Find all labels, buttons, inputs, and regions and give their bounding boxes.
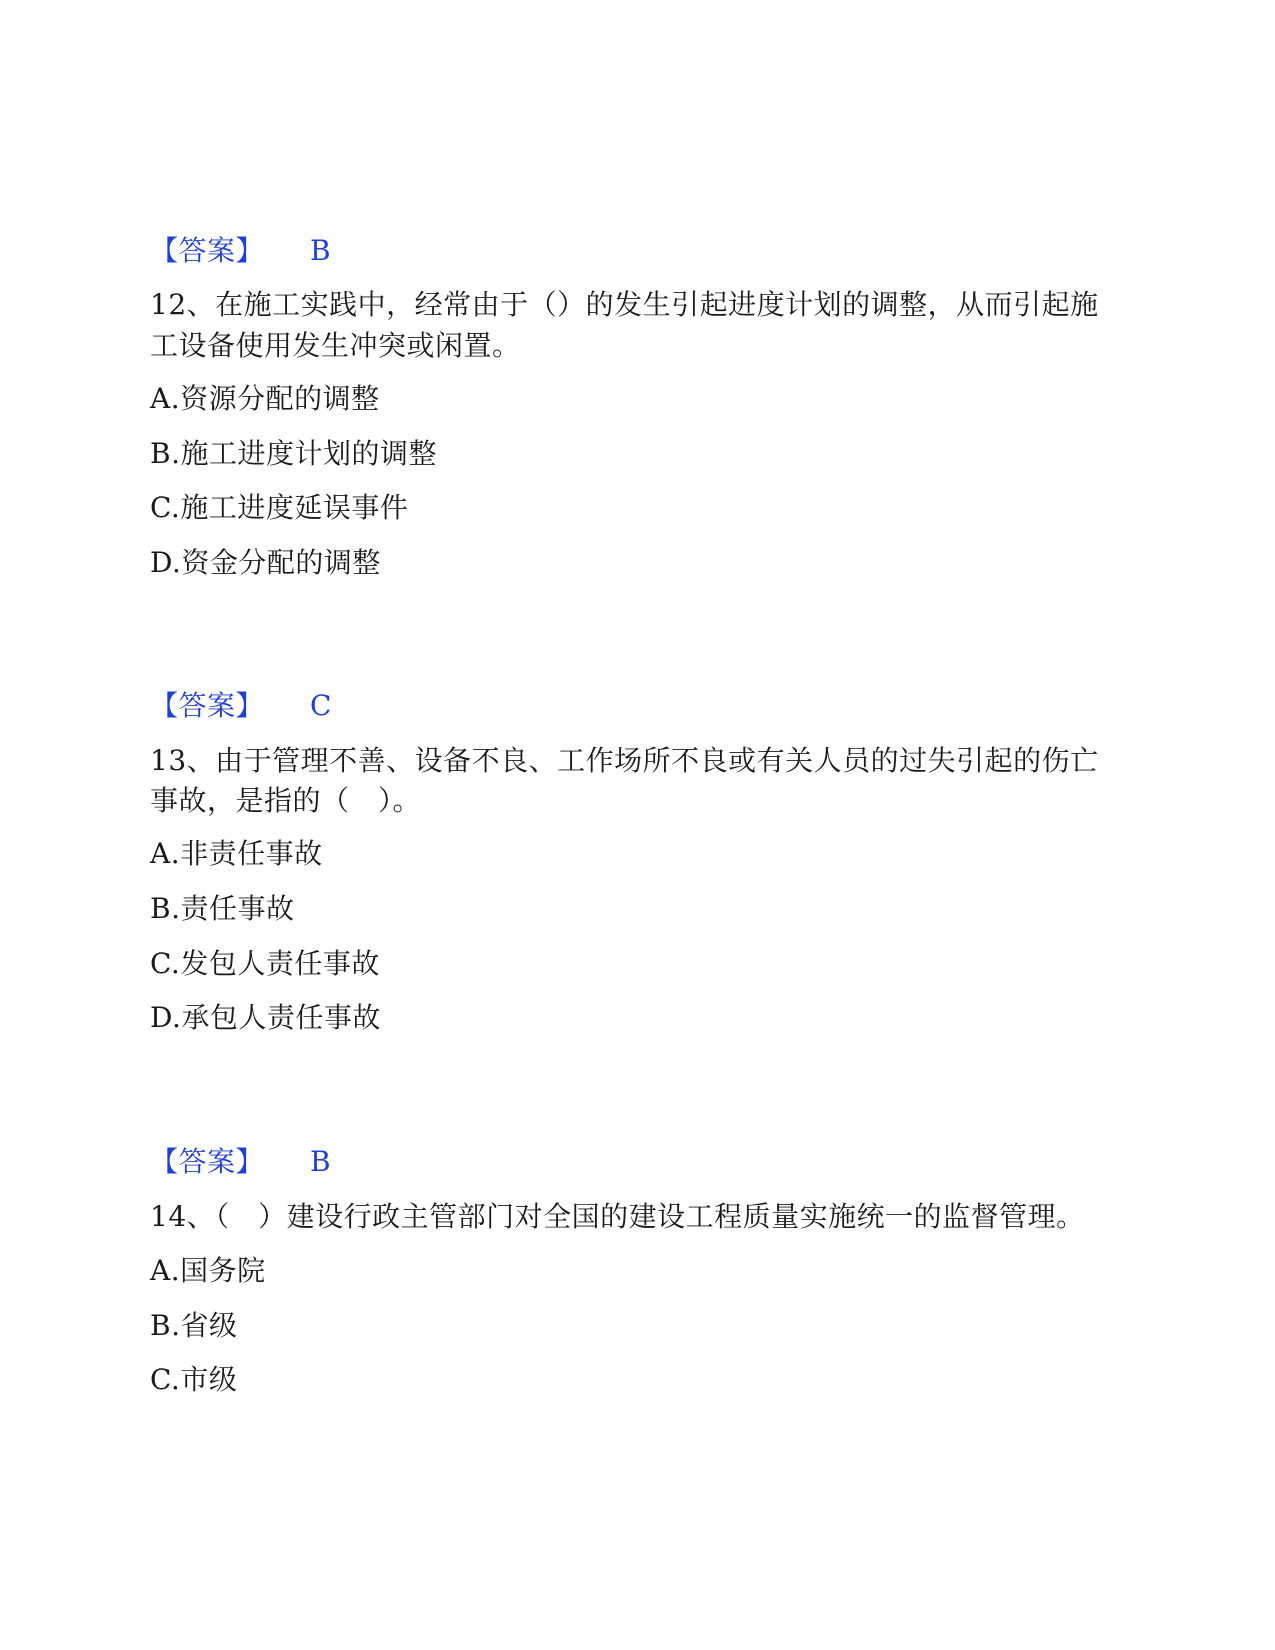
option-a: A.国务院 bbox=[150, 1254, 266, 1287]
answer-label: 【答案】 bbox=[150, 689, 265, 722]
option-c: C.市级 bbox=[150, 1363, 238, 1396]
option-d: D.资金分配的调整 bbox=[150, 546, 381, 579]
option-b: B.省级 bbox=[150, 1309, 238, 1342]
answer-row bbox=[150, 691, 332, 721]
option-a: A.非责任事故 bbox=[150, 837, 323, 870]
option-b: B.责任事故 bbox=[150, 892, 295, 925]
option-c: C.发包人责任事故 bbox=[150, 947, 380, 980]
answer-value: B bbox=[310, 234, 332, 267]
answer-label: 【答案】 bbox=[150, 1145, 265, 1178]
answer-row bbox=[150, 1147, 331, 1177]
question-12-line-1: 12、在施工实践中，经常由于（）的发生引起进度计划的调整，从而引起施 bbox=[150, 288, 1099, 321]
option-d: D.承包人责任事故 bbox=[150, 1001, 381, 1034]
answer-value: C bbox=[310, 689, 332, 722]
question-13-line-1: 13、由于管理不善、设备不良、工作场所不良或有关人员的过失引起的伤亡 bbox=[150, 744, 1099, 777]
question-13-line-2: 事故，是指的（ ）。 bbox=[150, 784, 422, 817]
answer-row bbox=[150, 236, 331, 266]
answer-label: 【答案】 bbox=[150, 234, 265, 267]
option-c: C.施工进度延误事件 bbox=[150, 491, 409, 524]
answer-value: B bbox=[310, 1145, 332, 1178]
question-12-line-2: 工设备使用发生冲突或闲置。 bbox=[150, 329, 521, 362]
question-14-line-1: 14、（ ）建设行政主管部门对全国的建设工程质量实施统一的监督管理。 bbox=[150, 1200, 1085, 1233]
option-b: B.施工进度计划的调整 bbox=[150, 437, 437, 470]
option-a: A.资源分配的调整 bbox=[150, 382, 380, 415]
